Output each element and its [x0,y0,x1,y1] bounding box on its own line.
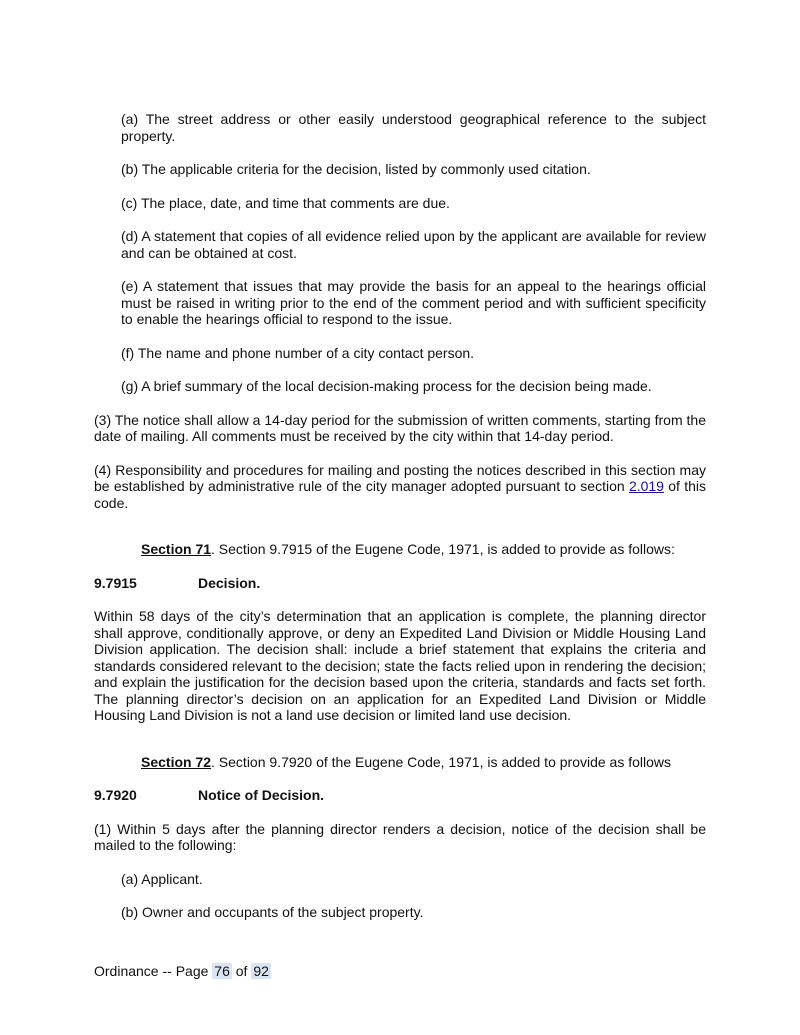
page-content [94,111,706,921]
section-72-text: . Section 9.7920 of the Eugene Code, 1971, is added to provide as follows [211,753,672,770]
notice-item-b-owner: (b) Owner and occupants of the subject property. [121,904,424,920]
code-9-7915-title: Decision. [198,574,261,591]
section-71-label: Section 71 [141,541,212,557]
section-72-heading [141,754,706,771]
code-9-7920-number: 9.7920 [94,787,137,803]
item-g-summary: (g) A brief summary of the local decision-making process for the decision being made. [121,378,652,394]
item-a-address: (a) The street address or other easily understood geographical reference to the subject property. [121,111,706,144]
footer-of: of [231,963,252,979]
page-footer [94,963,271,980]
item-c-place: (c) The place, date, and time that comments are due. [121,194,450,211]
section-72-label: Section 72 [141,753,212,770]
section-71-text: . Section 9.7915 of the Eugene Code, 1971, is added to provide as follows: [211,541,675,557]
paragraph-3: (3) The notice shall allow a 14-day period for the submission of written comments, starting from the date of mailing. All comments must be received by the city within that 14-day period. [94,411,706,444]
code-9-7915-number: 9.7915 [94,574,137,591]
paragraph-4 [94,462,706,512]
footer-page-number: 76 [214,963,230,979]
item-b-criteria: (b) The applicable criteria for the decision, listed by commonly used citation. [121,161,591,177]
code-9-7915-heading [94,575,706,592]
code-9-7920-heading [94,787,706,804]
notice-item-a-applicant: (a) Applicant. [121,870,203,887]
decision-body: Within 58 days of the city’s determination that an application is complete, the planning director shall approve, conditionally approve, or deny an Expedited Land Division or Middle Housing Land Division application. The decision shall: include a brief statement that explains the criteria and standards considered relevant to the decision; state the facts relied upon in rendering the decision; and explain the justification for the decision based upon the criteria, standards and facts set forth. The planning director’s decision on an application for an Expedited Land Division or Middle Housing Land Division is not a land use decision or limited land use decision. [94,608,706,723]
footer-label: Ordinance -- Page [94,963,213,979]
item-d-statement: (d) A statement that copies of all evidence relied upon by the applicant are available for review and can be obtained at cost. [121,228,706,261]
section-71-heading [141,541,706,558]
item-f-contact: (f) The name and phone number of a city contact person. [121,344,475,361]
item-e-statement: (e) A statement that issues that may provide the basis for an appeal to the hearings official must be raised in writing prior to the end of the comment period and with sufficient specificity to enable the hearings official to respond to the issue. [121,278,706,327]
paragraph-4-tail: of this code. [94,478,706,511]
footer-total-pages: 92 [253,963,269,979]
code-9-7920-title: Notice of Decision. [198,787,325,803]
notice-paragraph-1: (1) Within 5 days after the planning director renders a decision, notice of the decision shall be mailed to the following: [94,820,706,853]
paragraph-4-text: (4) Responsibility and procedures for mailing and posting the notices described in this section may be established by administrative rule of the city manager adopted pursuant to section [94,461,706,494]
section-2019-link[interactable]: 2.019 [628,478,664,494]
